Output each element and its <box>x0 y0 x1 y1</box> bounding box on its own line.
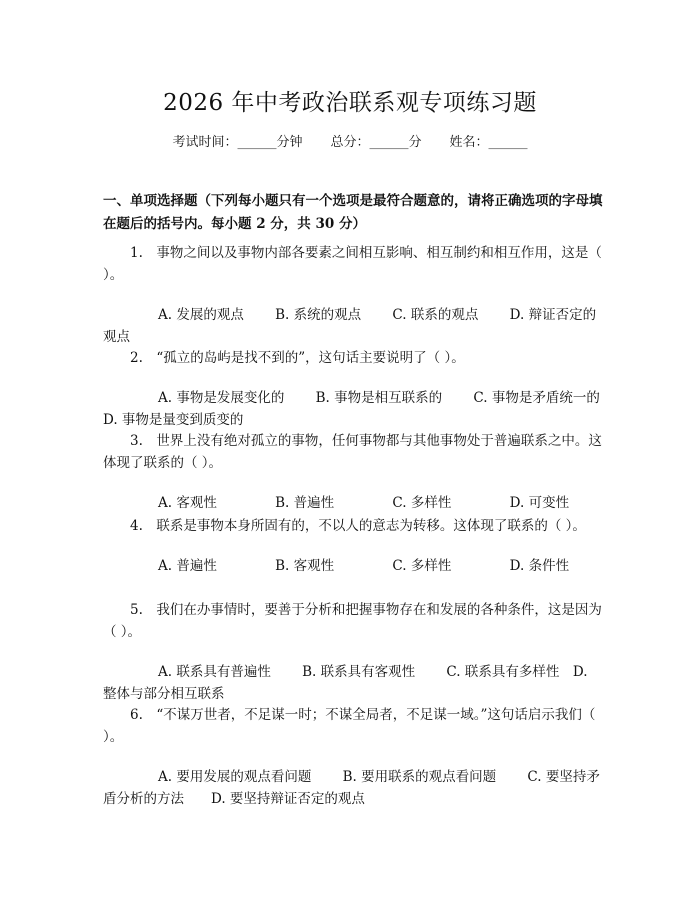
question-options: A. 客观性 B. 普遍性 C. 多样性 D. 可变性 <box>158 495 570 511</box>
question-3 <box>103 430 603 514</box>
question-options: A. 联系具有普遍性 B. 联系具有客观性 C. 联系具有多样性 D. 整体与部分相互联系 <box>103 664 592 702</box>
question-5 <box>103 599 603 705</box>
question-options: A. 要用发展的观点看问题 B. 要用联系的观点看问题 C. 要坚持矛盾分析的方法 D. 要坚持辩证否定的观点 <box>103 769 600 807</box>
question-options: A. 发展的观点 B. 系统的观点 C. 联系的观点 D. 辩证否定的观点 <box>103 307 597 345</box>
student-name: 姓名：______ <box>449 135 528 150</box>
question-2 <box>103 347 627 431</box>
question-stem: 5. 我们在办事情时，要善于分析和把握事物存在和发展的各种条件，这是因为（ ）。 <box>103 602 602 640</box>
question-1 <box>103 242 603 348</box>
question-stem: 3. 世界上没有绝对孤立的事物，任何事物都与其他事物处于普遍联系之中。这体现了联系的（ ）。 <box>103 433 602 471</box>
question-options: A. 普遍性 B. 客观性 C. 多样性 D. 条件性 <box>158 558 570 574</box>
question-stem: 6. “不谋万世者，不足谋一时；不谋全局者，不足谋一域。”这句话启示我们（ ）。 <box>103 707 596 745</box>
question-stem: 2. “孤立的岛屿是找不到的”，这句话主要说明了（ ）。 <box>130 350 465 366</box>
question-options: A. 事物是发展变化的 B. 事物是相互联系的 C. 事物是矛盾统一的 D. 事物是量变到质变的 <box>103 390 627 428</box>
question-6 <box>103 704 603 810</box>
exam-time: 考试时间：______分钟 <box>172 135 303 150</box>
question-stem: 4. 联系是事物本身所固有的，不以人的意志为转移。这体现了联系的（ ）。 <box>130 518 586 534</box>
section-heading: 一、单项选择题（下列每小题只有一个选项是最符合题意的，请将正确选项的字母填在题后的括号内。每小题 2 分，共 30 分） <box>103 193 603 232</box>
page-title: 2026 年中考政治联系观专项练习题 <box>163 90 537 116</box>
total-score: 总分：______分 <box>330 135 422 150</box>
question-4 <box>103 515 603 577</box>
question-stem: 1. 事物之间以及事物内部各要素之间相互影响、相互制约和相互作用，这是（ ）。 <box>103 245 602 283</box>
exam-meta <box>0 131 700 150</box>
